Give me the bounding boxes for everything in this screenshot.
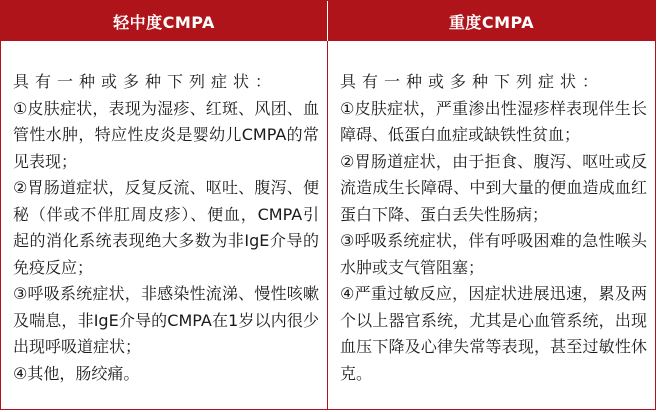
mild-moderate-item-gi: ②胃肠道症状，反复反流、呕吐、腹泻、便秘（伴或不伴肛周皮疹）、便血，CMPA引起的消化系统表现绝大多数为非IgE介导的免疫反应； — [13, 178, 319, 277]
mild-moderate-symptoms-cell — [1, 41, 328, 409]
header-mild-moderate: 轻中度CMPA — [1, 1, 328, 41]
mild-moderate-item-respiratory: ③呼吸系统症状，非感染性流涕、慢性咳嗽及喘息，非IgE介导的CMPA在1岁以内很少出现呼吸道症状； — [13, 284, 319, 356]
severe-symptoms-cell — [328, 41, 655, 409]
mild-moderate-item-other: ④其他，肠绞痛。 — [13, 363, 140, 383]
mild-moderate-intro: 具有一种或多种下列症状： — [13, 72, 278, 91]
severe-intro: 具有一种或多种下列症状： — [340, 72, 605, 91]
severe-item-skin: ①皮肤症状，严重渗出性湿疹样表现伴生长障碍、低蛋白血症或缺铁性贫血； — [340, 98, 647, 144]
header-severe: 重度CMPA — [328, 1, 655, 41]
severe-item-respiratory: ③呼吸系统症状，伴有呼吸困难的急性喉头水肿或支气管阻塞； — [340, 231, 647, 277]
mild-moderate-item-skin: ①皮肤症状，表现为湿疹、红斑、风团、血管性水肿，特应性皮炎是婴幼儿CMPA的常见表现； — [13, 98, 319, 171]
severe-item-anaphylaxis: ④严重过敏反应，因症状进展迅速，累及两个以上器官系统，尤其是心血管系统，出现血压下降及心律失常等表现，甚至过敏性休克。 — [340, 284, 647, 383]
severe-item-gi: ②胃肠道症状，由于拒食、腹泻、呕吐或反流造成生长障碍、中到大量的便血造成血红蛋白下降、蛋白丢失性肠病； — [340, 151, 647, 224]
